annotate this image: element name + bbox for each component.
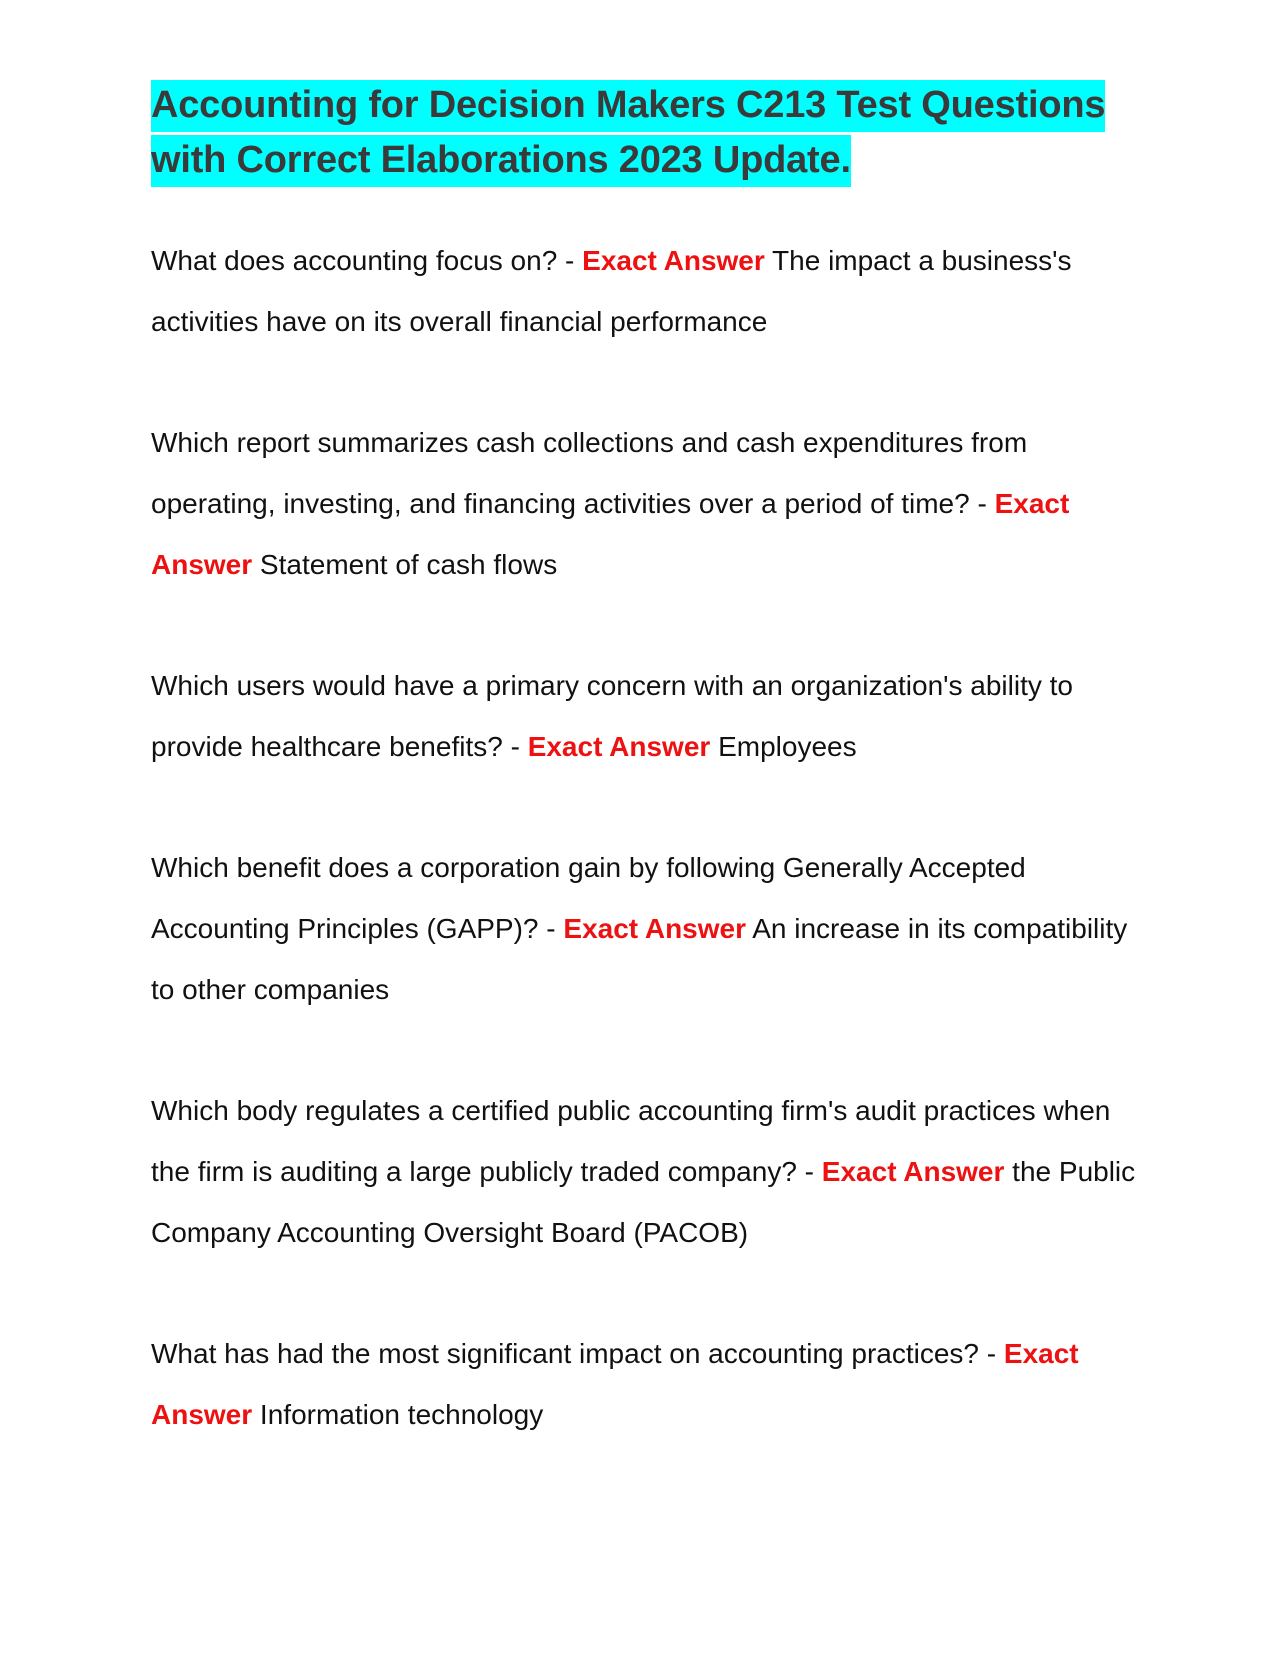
answer-text: Employees — [710, 731, 857, 762]
question-text: Which users would have a primary concern with an organization's ability to provide healthcare benefits? - — [151, 670, 1074, 762]
answer-text: Information technology — [252, 1399, 544, 1430]
qa-item — [151, 412, 1141, 595]
document-content — [151, 78, 1141, 1505]
question-text: Which body regulates a certified public accounting firm's audit practices when the firm is auditing a large publicly traded company? - — [151, 1095, 1111, 1187]
qa-item — [151, 1080, 1141, 1263]
answer-label: Exact Answer — [563, 913, 746, 944]
question-text: What has had the most significant impact on accounting practices? - — [151, 1338, 1004, 1369]
answer-label: Exact Answer — [527, 731, 711, 762]
qa-item — [151, 1323, 1141, 1445]
answer-label: Exact Answer — [151, 488, 1070, 580]
answer-label: Exact Answer — [582, 245, 765, 276]
qa-list — [151, 230, 1141, 1445]
question-text: Which report summarizes cash collections and cash expenditures from operating, investing, and financing activities over a period of time? - — [151, 427, 1028, 519]
document-title-text: Accounting for Decision Makers C213 Test Questions with Correct Elaborations 2023 Update. — [151, 80, 1105, 187]
qa-item — [151, 655, 1141, 777]
answer-text: The impact a business's activities have on its overall financial performance — [151, 245, 1072, 337]
qa-item — [151, 230, 1141, 352]
answer-label: Exact Answer — [821, 1156, 1005, 1187]
qa-item — [151, 837, 1141, 1020]
answer-text: Statement of cash flows — [252, 549, 558, 580]
document-title — [151, 78, 1141, 188]
answer-text: the Public Company Accounting Oversight Board (PACOB) — [151, 1156, 1136, 1248]
question-text: Which benefit does a corporation gain by following Generally Accepted Accounting Principles (GAPP)? - — [151, 852, 1026, 944]
answer-text: An increase in its compatibility to other companies — [151, 913, 1128, 1005]
answer-label: Exact Answer — [151, 1338, 1079, 1430]
question-text: What does accounting focus on? - — [151, 245, 583, 276]
